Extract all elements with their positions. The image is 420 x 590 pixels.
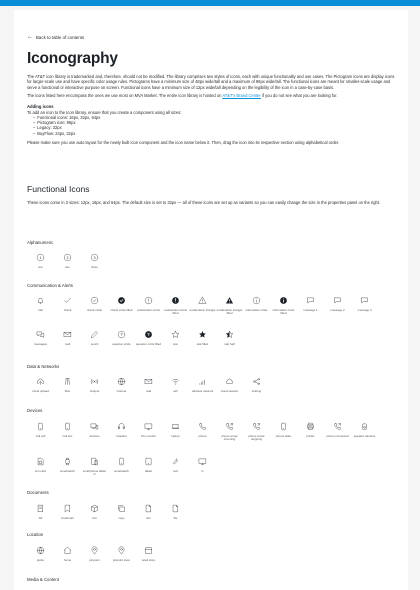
- icon-label: wifi: [173, 389, 178, 393]
- star-icon: [171, 329, 181, 339]
- exclamation-circle-icon: [144, 295, 154, 305]
- cloud-upload-icon: [36, 376, 46, 386]
- bell-icon: [36, 295, 46, 305]
- laptop-icon: [171, 421, 181, 431]
- file-icon: [171, 503, 181, 513]
- icon-label: message 1: [303, 308, 318, 312]
- phone-arrow-outgoing-icon: [252, 421, 262, 431]
- icon-label: question circle filled: [135, 342, 162, 346]
- message-2-icon: [333, 295, 343, 305]
- svg-text:?: ?: [120, 331, 123, 337]
- icon-label: sim card: [35, 469, 46, 473]
- icon-label: bill: [38, 516, 43, 520]
- cell-sim-icon: [63, 421, 73, 431]
- icon-tile-information-circle-filled[interactable]: [270, 294, 297, 334]
- icon-label: smartphone tablet in: [82, 469, 107, 477]
- icon-label: exclamation triangle filled: [216, 308, 243, 316]
- icon-tile-wifi[interactable]: [162, 375, 189, 415]
- bookmark-icon: [63, 503, 73, 513]
- icon-tile-message-3[interactable]: [351, 294, 378, 334]
- home-icon: [63, 545, 73, 555]
- svg-text:3: 3: [93, 255, 96, 260]
- printer-icon: [306, 421, 316, 431]
- tool-icon: [171, 456, 181, 466]
- icon-label: mail: [145, 389, 152, 393]
- icon-label: check circle filled: [110, 308, 133, 312]
- internet-icon: [117, 376, 127, 386]
- icon-tile-star-half[interactable]: [216, 328, 243, 368]
- icon-label: pinpoint: [89, 558, 100, 562]
- icon-label: internet: [116, 389, 127, 393]
- icon-label: star: [173, 342, 178, 346]
- mail-alt-icon: [144, 376, 154, 386]
- svg-text:?: ?: [147, 331, 150, 337]
- copy-icon: [117, 503, 127, 513]
- section-heading-media-content: Media & Content: [27, 577, 60, 582]
- icon-label: pinpoint store: [112, 558, 131, 562]
- icon-label: wireless network: [191, 389, 214, 393]
- cloud-session-icon: [225, 376, 235, 386]
- back-link[interactable]: [27, 34, 395, 40]
- intro-paragraph-3: Please make sure you use auto layout for the newly built icon component and the icon name below it. Then, drag the icon into its respective section using alphabetical order.: [27, 139, 340, 145]
- icon-tile-pinpoint[interactable]: [81, 544, 108, 584]
- mail-icon: [63, 329, 73, 339]
- icon-tile-star[interactable]: [162, 328, 189, 368]
- icon-label: home: [63, 558, 72, 562]
- icon-tile-printer[interactable]: [297, 420, 324, 460]
- icon-tile-file[interactable]: [162, 502, 189, 542]
- icon-label: hotspot: [89, 389, 100, 393]
- icon-label: star filled: [196, 342, 209, 346]
- icon-label: smartwatch: [60, 469, 75, 473]
- page-title: Iconography: [27, 50, 118, 67]
- sharing-icon: [252, 376, 262, 386]
- icon-row-devices-2: [27, 455, 216, 495]
- question-circle-filled-icon: [144, 329, 154, 339]
- icon-label: box: [92, 516, 97, 520]
- pencil-icon: [90, 329, 100, 339]
- section-heading-documents: Documents: [27, 490, 49, 495]
- icon-tile-mail-alt[interactable]: [135, 375, 162, 415]
- icon-label: phone arrow incoming: [221, 434, 238, 442]
- phone-slate-icon: [279, 421, 289, 431]
- icon-tile-phone-arrow-incoming[interactable]: [216, 420, 243, 460]
- phone-icon: [198, 421, 208, 431]
- icon-tile-pencil[interactable]: [81, 328, 108, 368]
- icon-label: exclamation triangle: [189, 308, 216, 312]
- icon-tile-mail[interactable]: [54, 328, 81, 368]
- exclamation-circle-filled-icon: [171, 295, 181, 305]
- icon-label: tool: [173, 469, 178, 473]
- icon-tile-messages[interactable]: [27, 328, 54, 368]
- icon-tile-cell-sim[interactable]: [54, 420, 81, 460]
- information-circle-icon: [252, 295, 262, 305]
- icon-tile-pinpoint-store[interactable]: [108, 544, 135, 584]
- icon-row-data-networks: [27, 375, 270, 415]
- icon-tile-message-2[interactable]: [324, 294, 351, 334]
- icon-label: copy: [118, 516, 125, 520]
- check-circle-icon: [90, 295, 100, 305]
- icon-tile-laptop[interactable]: [162, 420, 189, 460]
- headset-icon: [117, 421, 127, 431]
- check-icon: [63, 295, 73, 305]
- icon-tile-info-monitor[interactable]: [135, 420, 162, 460]
- fiber-icon: [63, 376, 73, 386]
- size-item: – Pictogram icon: 96px: [33, 120, 395, 125]
- section-heading-location: Location: [27, 532, 44, 537]
- message-1-icon: [306, 295, 316, 305]
- icon-label: globe: [36, 558, 45, 562]
- adding-icons-text: To add an icon to the Icon library, ensure that you create a component using all sizes:: [27, 109, 182, 115]
- devices-icon: [90, 421, 100, 431]
- messages-icon: [36, 329, 46, 339]
- icon-label: phone arrow outgoing: [248, 434, 265, 442]
- star-filled-icon: [198, 329, 208, 339]
- icon-tile-sharing[interactable]: [243, 375, 270, 415]
- globe-icon: [36, 545, 46, 555]
- icon-tile-tool[interactable]: [162, 455, 189, 495]
- icon-label: phone slate: [276, 434, 291, 438]
- icon-label: tablet: [144, 469, 153, 473]
- icon-tile-retail-store[interactable]: [135, 544, 162, 584]
- icon-tile-smartwatch-alt[interactable]: [108, 455, 135, 495]
- wifi-icon: [171, 376, 181, 386]
- icon-label: exclamation circle filled: [164, 308, 187, 316]
- icon-label: three: [91, 265, 98, 269]
- speaker-wireless-icon: [360, 421, 370, 431]
- icon-label: cloud upload: [32, 389, 49, 393]
- icon-tile-message-1[interactable]: [297, 294, 324, 334]
- svg-text:2: 2: [66, 255, 69, 260]
- icon-label: bookmark: [61, 516, 74, 520]
- intro-p2-tail: if you do not see what you are looking for.: [260, 93, 338, 99]
- size-item: – Legacy: 32px: [33, 125, 395, 130]
- top-accent-bar: [0, 0, 420, 6]
- icon-row-communication-2: [27, 328, 243, 368]
- icon-label: message 2: [330, 308, 345, 312]
- icon-tile-phone-connected[interactable]: [324, 420, 351, 460]
- two-icon: [63, 252, 73, 262]
- icon-tile-fiber[interactable]: [54, 375, 81, 415]
- icon-label: laptop: [171, 434, 180, 438]
- icon-label: message 3: [357, 308, 372, 312]
- functional-icons-heading: Functional Icons: [27, 184, 90, 195]
- pinpoint-icon: [90, 545, 100, 555]
- icon-tile-cloud-session[interactable]: [216, 375, 243, 415]
- exclamation-triangle-icon: [198, 295, 208, 305]
- icon-tile-question-circle[interactable]: [108, 328, 135, 368]
- icon-tile-smartphone-tablet-in[interactable]: [81, 455, 108, 495]
- icon-label: messages: [33, 342, 48, 346]
- icon-tile-phone-arrow-outgoing[interactable]: [243, 420, 270, 460]
- section-heading-data-networks: Data & Networks: [27, 364, 60, 369]
- smartwatch-alt-icon: [117, 456, 127, 466]
- box-icon: [90, 503, 100, 513]
- check-circle-filled-icon: [117, 295, 127, 305]
- icon-label: fiber: [64, 389, 71, 393]
- icon-tile-tablet[interactable]: [135, 455, 162, 495]
- one-icon: [36, 252, 46, 262]
- icon-label: question circle: [112, 342, 131, 346]
- icon-tile-internet[interactable]: [108, 375, 135, 415]
- icon-label: two: [65, 265, 70, 269]
- icon-tile-copy[interactable]: [108, 502, 135, 542]
- icon-row-devices: [27, 420, 378, 460]
- icon-label: file: [173, 516, 178, 520]
- icon-tile-headset[interactable]: [108, 420, 135, 460]
- wireless-network-icon: [198, 376, 208, 386]
- icon-row-documents: [27, 502, 189, 542]
- icon-tile-box[interactable]: [81, 502, 108, 542]
- icon-label: information circle: [245, 308, 268, 312]
- icon-tile-cell-cell[interactable]: [27, 420, 54, 460]
- intro-paragraph-1: The AT&T icon library is trademarked and, therefore, should not be modified. The library comprises two styles of icons, each with unique functionality and use cases. The Pictogram icons are display icons for larger-scale use and have specific color usage rules. Pictograms have a minimum size of 48px wide/tall and a maximum of 96px wide/tall. The functional icons are meant for smaller-scale usage and serve a functional or interactive purpose on screen. Functional icons have a minimum size of 12px wide/tall depending on the legibility of the icon in a case-by-case basis.: [27, 74, 395, 90]
- section-heading-communication: Communication & Alerts: [27, 283, 73, 288]
- three-icon: [90, 252, 100, 262]
- functional-icons-desc: These icons come in 3 sizes: 12px, 16px, and 64px. The default size is set to 32px — all of these icons are set up as variants so you can easily change the size in the properties panel on the right.: [27, 200, 381, 206]
- icon-label: headset: [116, 434, 127, 438]
- icon-label: tv: [201, 469, 204, 473]
- icon-label: one: [38, 265, 43, 269]
- icon-tile-sim-card[interactable]: [27, 455, 54, 495]
- icon-tile-question-circle-filled[interactable]: [135, 328, 162, 368]
- icon-label: exclamation circle: [137, 308, 160, 312]
- section-heading-alphanumeric: Alphanumeric: [27, 240, 54, 245]
- icon-label: speaker wireless: [353, 434, 376, 438]
- icon-tile-speaker-wireless[interactable]: [351, 420, 378, 460]
- icon-tile-wireless-network[interactable]: [189, 375, 216, 415]
- retail-store-icon: [144, 545, 154, 555]
- icon-label: devices: [89, 434, 100, 438]
- size-list: [27, 115, 395, 136]
- icon-tile-hotspot[interactable]: [81, 375, 108, 415]
- size-item: – Functional icons: 16px, 32px, 64px: [33, 115, 395, 120]
- icon-label: information circle filled: [272, 308, 295, 316]
- question-circle-icon: [117, 329, 127, 339]
- icon-tile-smartwatch[interactable]: [54, 455, 81, 495]
- icon-tile-information-circle[interactable]: [243, 294, 270, 334]
- star-half-icon: [225, 329, 235, 339]
- icon-tile-phone[interactable]: [189, 420, 216, 460]
- section-heading-devices: Devices: [27, 408, 43, 413]
- tablet-icon: [144, 456, 154, 466]
- icon-label: bell: [38, 308, 43, 312]
- icon-label: check circle: [86, 308, 103, 312]
- icon-label: sharing: [251, 389, 262, 393]
- icon-tile-phone-slate[interactable]: [270, 420, 297, 460]
- icon-label: phone connected: [326, 434, 349, 438]
- smartwatch-icon: [63, 456, 73, 466]
- icon-label: info monitor: [140, 434, 157, 438]
- icon-label: smartwatch: [114, 469, 129, 473]
- intro-p2-text: The icons listed here encompass the ones we use most on MVA Market. The entire icon library is hosted on: [27, 93, 223, 99]
- icon-label: printer: [306, 434, 315, 438]
- icon-tile-doc[interactable]: [135, 502, 162, 542]
- icon-label: star half: [224, 342, 235, 346]
- icon-label: check: [63, 308, 72, 312]
- icon-tile-three[interactable]: [81, 251, 108, 291]
- icon-label: cell cell: [35, 434, 46, 438]
- bill-icon: [36, 503, 46, 513]
- icon-tile-bookmark[interactable]: [54, 502, 81, 542]
- icon-label: retail store: [141, 558, 156, 562]
- arrow-left-icon: ←: [27, 34, 33, 40]
- brand-center-link[interactable]: AT&T's Brand Center: [222, 93, 261, 99]
- pinpoint-store-icon: [117, 545, 127, 555]
- back-link-label: Back to table of contents: [36, 34, 85, 40]
- icon-label: mail: [64, 342, 71, 346]
- tv-icon: [198, 456, 208, 466]
- info-monitor-icon: [144, 421, 154, 431]
- intro-paragraph-2: [27, 93, 395, 98]
- svg-text:1: 1: [39, 255, 42, 260]
- icon-tile-star-filled[interactable]: [189, 328, 216, 368]
- icon-label: phone: [198, 434, 207, 438]
- cell-cell-icon: [36, 421, 46, 431]
- size-item: – BuyFlow: 24px, 32px: [33, 131, 395, 136]
- phone-connected-icon: [333, 421, 343, 431]
- doc-icon: [144, 503, 154, 513]
- hotspot-icon: [90, 376, 100, 386]
- page-canvas: [14, 10, 408, 590]
- icon-tile-devices[interactable]: [81, 420, 108, 460]
- icon-label: cloud session: [220, 389, 239, 393]
- message-3-icon: [360, 295, 370, 305]
- sim-card-icon: [36, 456, 46, 466]
- icon-label: doc: [146, 516, 151, 520]
- adding-icons-heading: Adding icons: [27, 103, 54, 109]
- information-circle-filled-icon: [279, 295, 289, 305]
- icon-label: cell sim: [62, 434, 73, 438]
- icon-label: pencil: [90, 342, 99, 346]
- icon-tile-tv[interactable]: [189, 455, 216, 495]
- smartphone-tablet-in-icon: [90, 456, 100, 466]
- phone-arrow-incoming-icon: [225, 421, 235, 431]
- exclamation-triangle-filled-icon: [225, 295, 235, 305]
